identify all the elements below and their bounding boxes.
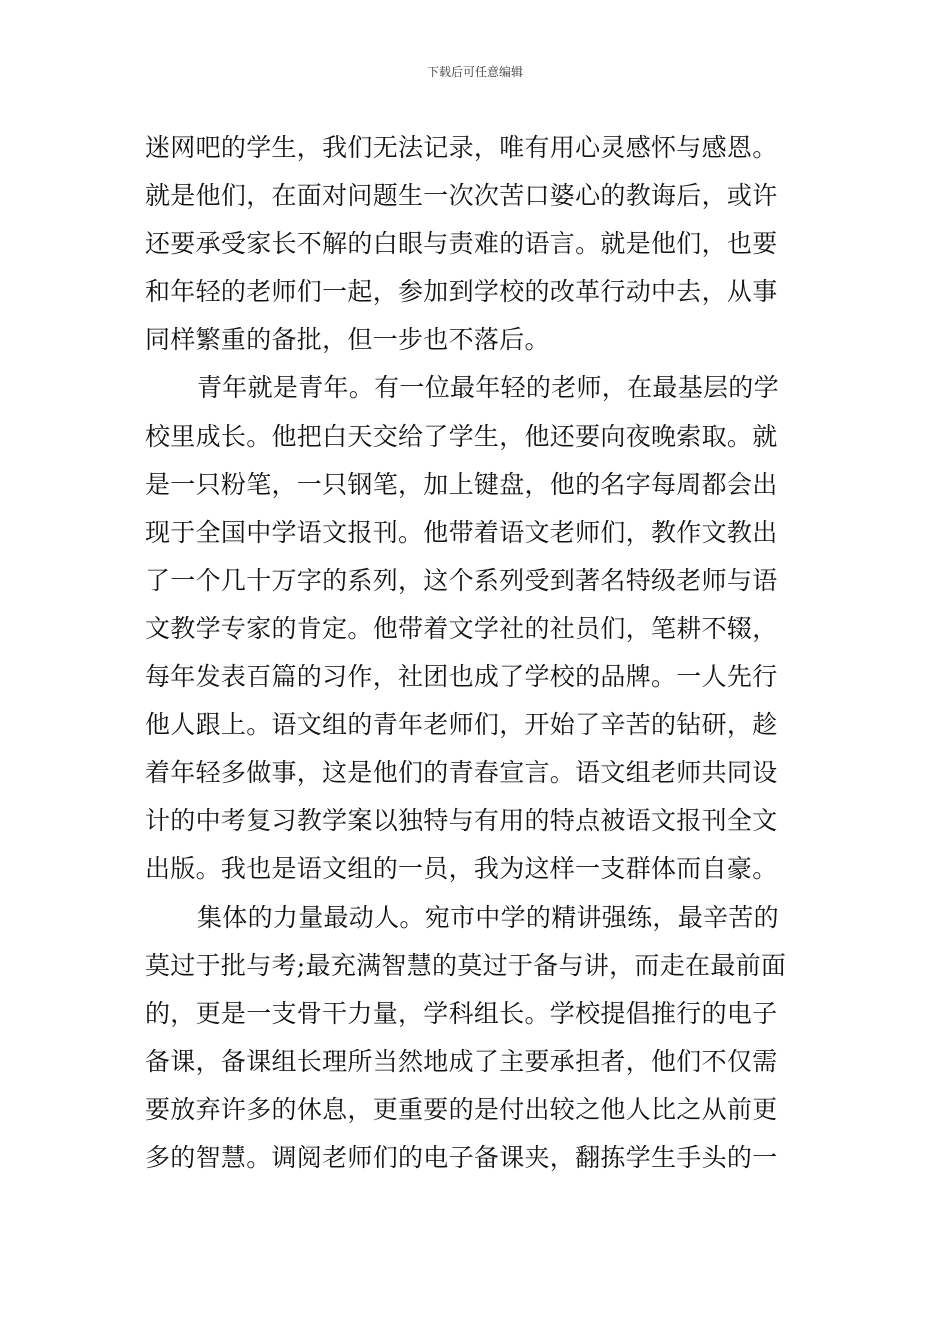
text-line: 着年轻多做事，这是他们的青春宣言。语文组老师共同设 [145,758,778,788]
text-line: 和年轻的老师们一起，参加到学校的改革行动中去，从事 [145,277,778,307]
text-line: 还要承受家长不解的白眼与责难的语言。就是他们，也要 [145,229,778,259]
text-line: 了一个几十万字的系列，这个系列受到著名特级老师与语 [145,565,778,595]
text-line: 的，更是一支骨干力量，学科组长。学校提倡推行的电子 [145,998,778,1028]
text-line: 就是他们，在面对问题生一次次苦口婆心的教诲后，或许 [145,181,778,211]
text-line: 莫过于批与考;最充满智慧的莫过于备与讲，而走在最前面 [145,950,787,980]
text-line: 同样繁重的备批，但一步也不落后。 [145,325,550,355]
page-header: 下载后可任意编辑 [426,65,523,79]
text-line: 青年就是青年。有一位最年轻的老师，在最基层的学 [197,373,779,403]
text-line: 校里成长。他把白天交给了学生，他还要向夜晚索取。就 [145,421,778,451]
document-body [145,124,825,1182]
text-line: 集体的力量最动人。宛市中学的精讲强练，最辛苦的 [197,902,779,932]
text-line: 是一只粉笔，一只钢笔，加上键盘，他的名字每周都会出 [145,469,778,499]
text-line: 出版。我也是语文组的一员，我为这样一支群体而自豪。 [145,854,778,884]
text-line: 迷网吧的学生，我们无法记录，唯有用心灵感怀与感恩。 [145,133,778,162]
text-line: 他人跟上。语文组的青年老师们，开始了辛苦的钻研，趁 [145,710,778,740]
text-line: 备课，备课组长理所当然地成了主要承担者，他们不仅需 [145,1046,778,1076]
text-line: 现于全国中学语文报刊。他带着语文老师们，教作文教出 [145,517,778,547]
text-line: 文教学专家的肯定。他带着文学社的社员们，笔耕不辍， [145,613,778,643]
text-line: 多的智慧。调阅老师们的电子备课夹，翻拣学生手头的一 [145,1142,778,1172]
text-line: 要放弃许多的休息，更重要的是付出较之他人比之从前更 [145,1094,778,1124]
text-line: 计的中考复习教学案以独特与有用的特点被语文报刊全文 [145,806,778,836]
text-line: 每年发表百篇的习作，社团也成了学校的品牌。一人先行 [145,662,778,692]
